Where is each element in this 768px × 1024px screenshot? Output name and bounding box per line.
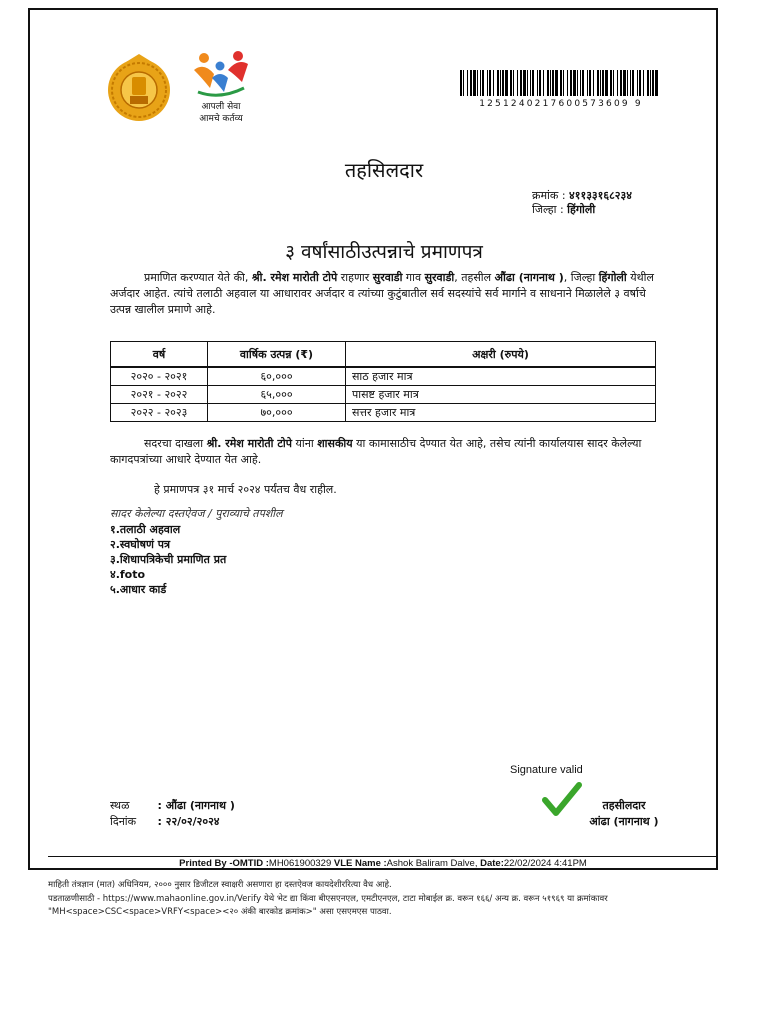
intro-text-4: , तहसील: [454, 271, 492, 284]
year-cell: २०२२ - २०२३: [111, 404, 208, 422]
date-line: [110, 814, 235, 830]
barcode-bar: [510, 70, 512, 96]
printed-label-date: Date:: [480, 858, 504, 869]
barcode-number: 1251240217600573609 9: [479, 99, 643, 109]
aapli-seva-logo: [190, 48, 252, 130]
barcode-bar: [613, 70, 614, 96]
barcode-bar: [543, 70, 544, 96]
barcode-bar: [630, 70, 631, 96]
barcode-bar: [647, 70, 649, 96]
barcode-bar: [570, 70, 572, 96]
list-item: २.स्वघोषणं पत्र: [110, 538, 171, 551]
logo-tagline-2: आमचे कर्तव्य: [199, 114, 243, 124]
words-cell: पासष्ट हजार मात्र: [346, 386, 656, 404]
date-value: : २२/०२/२०२४: [157, 815, 220, 828]
barcode-bar: [520, 70, 522, 96]
barcode-bar: [567, 70, 568, 96]
documents-list: [110, 522, 226, 597]
table-row: [111, 367, 656, 386]
purpose-text-3: या कामासाठीच देण्यात येत आहे, तसेच त्यांनी कार्यालयास सादर केलेल्या कागदपत्रांच्या आधारे देण्यात येत आहे.: [110, 437, 642, 466]
list-item: १.तलाठी अहवाल: [110, 523, 181, 536]
barcode-bar: [652, 70, 654, 96]
barcode-bar: [550, 70, 551, 96]
barcode-bar: [497, 70, 499, 96]
column-header-words: अक्षरी (रुपये): [346, 342, 656, 368]
barcode-bar: [470, 70, 472, 96]
barcode-bar: [460, 70, 462, 96]
purpose-applicant-name: श्री. रमेश मारोती टोपे: [206, 437, 293, 450]
signatory-block: [576, 798, 672, 830]
documents-heading: सादर केलेल्या दस्तऐवज / पुराव्याचे तपशील: [110, 507, 283, 520]
village-name: सुरवाडी: [424, 271, 455, 284]
barcode-bar: [610, 70, 612, 96]
barcode-bar: [523, 70, 526, 96]
footer-line-1: माहिती तंत्रज्ञान (मात) अधिनियम, २००० नुसार डिजीटल स्वाक्षरी असणारा हा दस्तऐवज कायदेशीररित्या वैध आहे.: [48, 880, 392, 890]
barcode-bar: [580, 70, 581, 96]
barcode-bar: [463, 70, 464, 96]
barcode-bar: [600, 70, 601, 96]
barcode-bar: [560, 70, 562, 96]
barcode-bar: [563, 70, 564, 96]
purpose-text-1: सदरचा दाखला: [144, 437, 204, 450]
printed-date-value: 22/02/2024 4:41PM: [503, 858, 587, 869]
district-name: हिंगोली: [598, 271, 627, 284]
purpose-word: शासकीय: [317, 437, 353, 450]
barcode-bar: [643, 70, 644, 96]
income-table: [110, 341, 656, 422]
number-label: क्रमांक :: [532, 189, 566, 202]
list-item: ३.शिधापत्रिकेची प्रमाणित प्रत: [110, 553, 227, 566]
barcode-bar: [627, 70, 628, 96]
year-cell: २०२१ - २०२२: [111, 386, 208, 404]
income-cell: ७०,०००: [208, 404, 346, 422]
barcode-bar: [489, 70, 491, 96]
barcode-bar: [552, 70, 554, 96]
barcode-bar: [513, 70, 514, 96]
signature-valid-label: Signature valid: [510, 764, 583, 776]
intro-paragraph: [110, 270, 658, 318]
purpose-paragraph: [110, 436, 658, 468]
barcode-bar: [500, 70, 501, 96]
barcode-bar: [473, 70, 476, 96]
barcode-bar: [480, 70, 481, 96]
purpose-text-2: यांना: [295, 437, 314, 450]
barcode-bar: [582, 70, 584, 96]
barcode-bar: [655, 70, 658, 96]
footer-line-3: "MH<space>CSC<space>VRFY<space><२० अंकी बारकोड क्रमांक>" असा एसएमएस पाठवा.: [48, 907, 392, 917]
barcode-bar: [537, 70, 538, 96]
barcode-bar: [477, 70, 478, 96]
barcode-bar: [650, 70, 651, 96]
number-value: ४११३३१६८२३४: [569, 189, 632, 202]
vle-name-value: Ashok Baliram Dalve,: [386, 858, 478, 869]
residence-village: सुरवाडी: [372, 271, 403, 284]
barcode-bar: [639, 70, 641, 96]
barcode-bar: [517, 70, 518, 96]
barcode-bar: [605, 70, 608, 96]
district-line: [532, 203, 595, 217]
validity-statement: हे प्रमाणपत्र ३१ मार्च २०२४ पर्यंतच वैध राहील.: [154, 483, 337, 496]
barcode-bar: [602, 70, 604, 96]
income-cell: ६०,०००: [208, 367, 346, 386]
taluka-name: औंढा (नागनाथ ): [494, 271, 564, 284]
place-line: [110, 798, 235, 814]
year-cell: २०२० - २०२१: [111, 367, 208, 386]
column-header-year: वर्ष: [111, 342, 208, 368]
barcode-bar: [505, 70, 508, 96]
barcode-bar: [467, 70, 468, 96]
intro-text-3: गाव: [405, 271, 422, 284]
logo-tagline-1: आपली सेवा: [201, 102, 241, 112]
barcode-bar: [527, 70, 528, 96]
list-item: ४.foto: [110, 568, 146, 581]
barcode-bar: [617, 70, 618, 96]
barcode-bar: [589, 70, 591, 96]
intro-text-5: ,: [563, 271, 568, 284]
barcode-bar: [632, 70, 634, 96]
barcode-bar: [620, 70, 622, 96]
list-item: ५.आधार कार्ड: [110, 583, 167, 596]
certificate-title: ३ वर्षांसाठीउत्पन्नाचे प्रमाणपत्र: [285, 241, 483, 263]
signatory-place: आंढा (नागनाथ ): [589, 815, 659, 828]
intro-text-1: प्रमाणित करण्यात येते की,: [144, 271, 249, 284]
barcode-bar: [587, 70, 588, 96]
certificate-number: [532, 189, 632, 203]
table-row: [111, 404, 656, 422]
column-header-income: वार्षिक उत्पन्न (₹): [208, 342, 346, 368]
government-seal-icon: [106, 52, 172, 126]
barcode-bar: [487, 70, 488, 96]
income-cell: ६५,०००: [208, 386, 346, 404]
barcode-bar: [593, 70, 594, 96]
barcode-bar: [597, 70, 599, 96]
words-cell: साठ हजार मात्र: [346, 367, 656, 386]
barcode-bar: [530, 70, 531, 96]
barcode-bar: [482, 70, 484, 96]
office-title: तहसिलदार: [344, 158, 424, 182]
barcode-bar: [539, 70, 541, 96]
barcode-bar: [547, 70, 549, 96]
signatory-title: तहसीलदार: [602, 799, 646, 812]
barcode: [460, 70, 662, 96]
applicant-name: श्री. रमेश मारोती टोपे: [251, 271, 338, 284]
printed-label-vle: VLE Name :: [333, 858, 387, 869]
printed-label-omtid: Printed By -OMTID :: [179, 858, 269, 869]
date-label: दिनांक: [110, 815, 137, 828]
place-label: स्थळ: [110, 799, 130, 812]
barcode-bar: [577, 70, 578, 96]
barcode-bar: [573, 70, 576, 96]
barcode-bar: [502, 70, 504, 96]
place-value: : औंढा (नागनाथ ): [157, 799, 235, 812]
footer-line-2: पडताळणीसाठी - https://www.mahaonline.gov.in/Verify येथे भेट द्या किंवा बीएसएनएल, एमटीएनएल, टाटा मोबाईल क्र. वरून १६६/ अन्य क्र. वरून ५१९६९ या क्रमांकावर: [48, 894, 608, 904]
barcode-bar: [555, 70, 558, 96]
table-header-row: [111, 342, 656, 368]
omtid-value: MH061900329: [268, 858, 332, 869]
barcode-bar: [623, 70, 626, 96]
printed-by-bar: [48, 856, 718, 871]
intro-text-6: जिल्हा: [570, 271, 596, 284]
people-logo-icon: [190, 48, 252, 100]
table-row: [111, 386, 656, 404]
intro-text-2: राहणार: [340, 271, 370, 284]
barcode-bar: [532, 70, 534, 96]
district-value: हिंगोली: [567, 203, 596, 216]
barcode-bar: [493, 70, 494, 96]
words-cell: सत्तर हजार मात्र: [346, 404, 656, 422]
barcode-bar: [637, 70, 638, 96]
intro-text-7: येथील अर्जदार आहेत. त्यांचे तलाठी अहवाल या आधारावर अर्जदार व त्यांच्या कुटुंबातील सर्व सदस्यांचे सर्व मार्गाने व साधनाने मिळालेले ३ वर्षाचे उत्पन्न खालील प्रमाणे आहे.: [110, 271, 654, 316]
district-label: जिल्हा :: [532, 203, 564, 216]
place-date-block: [110, 798, 235, 830]
